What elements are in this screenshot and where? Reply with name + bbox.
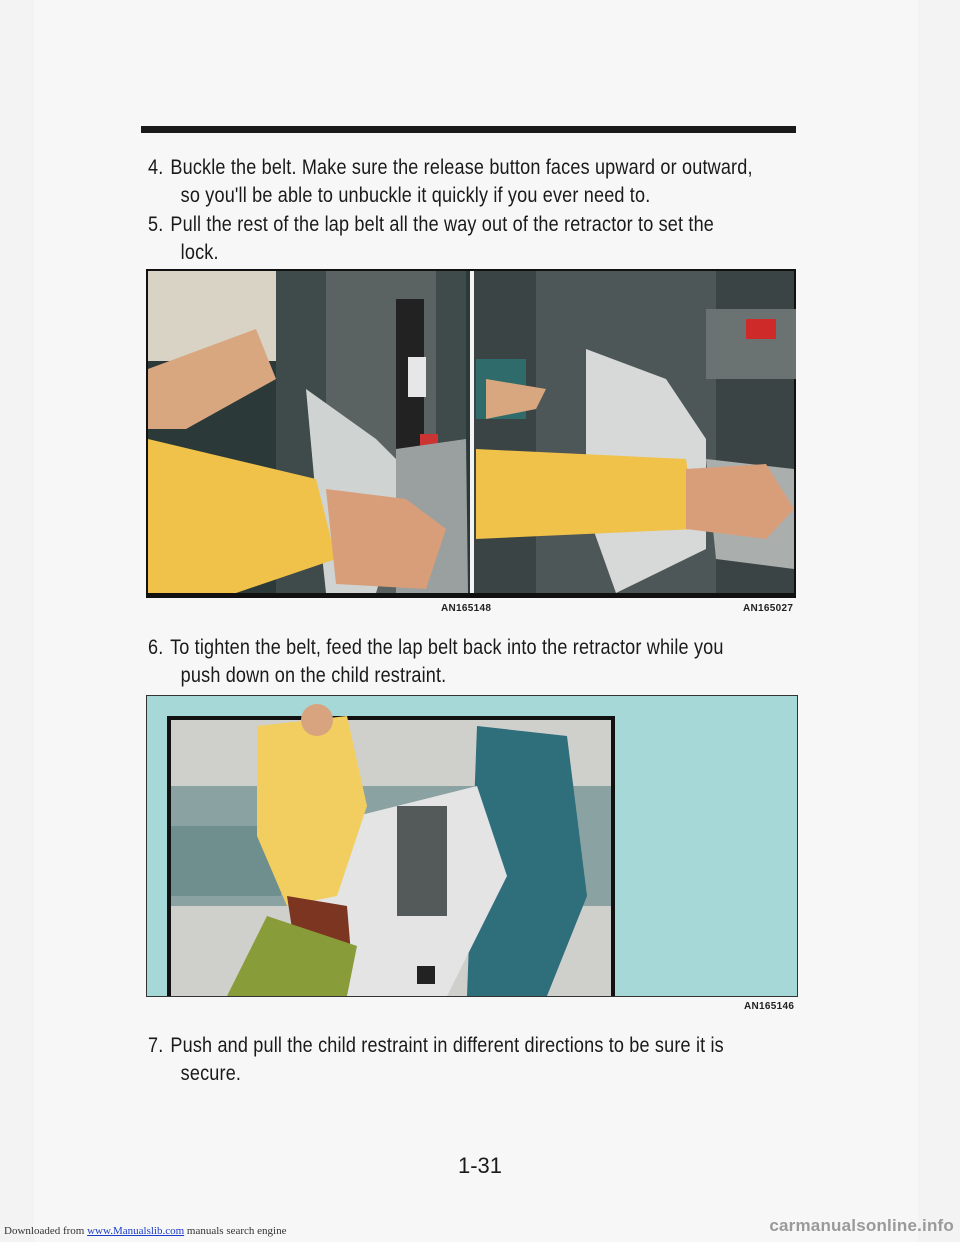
footer-suffix: manuals search engine: [186, 1225, 287, 1237]
figure-caption-left: AN165148: [441, 603, 492, 614]
illustration-tighten-belt: [146, 695, 798, 997]
step-text: lock.: [180, 241, 219, 264]
step-number: 4.: [148, 156, 164, 179]
step-number: 5.: [148, 213, 164, 236]
step-text: secure.: [180, 1062, 242, 1085]
illustration-buckle-and-pull: [146, 269, 796, 598]
watermark: carmanualsonline.info: [769, 1216, 954, 1235]
manualslib-link[interactable]: www.Manualslib.com: [87, 1225, 185, 1237]
step-text: To tighten the belt, feed the lap belt back into the retractor while you: [170, 636, 724, 659]
download-footer: [4, 1225, 286, 1237]
footer-prefix: Downloaded from: [4, 1225, 85, 1237]
step-text: so you'll be able to unbuckle it quickly if you ever need to.: [180, 184, 651, 207]
step-6: [148, 634, 724, 690]
step-text: Push and pull the child restraint in different directions to be sure it is: [170, 1034, 724, 1057]
step-7: [148, 1032, 724, 1088]
tighten-illustration-graphic: [147, 696, 797, 996]
step-number: 6.: [148, 636, 164, 659]
step-4: [148, 154, 753, 210]
figure-caption-bottom: AN165146: [744, 1001, 795, 1012]
step-text: push down on the child restraint.: [180, 664, 447, 687]
page-number: 1-31: [457, 1153, 503, 1178]
step-text: Pull the rest of the lap belt all the way out of the retractor to set the: [170, 213, 715, 236]
figure-caption-right: AN165027: [743, 603, 794, 614]
step-number: 7.: [148, 1034, 164, 1057]
section-rule: [141, 126, 796, 133]
step-text: Buckle the belt. Make sure the release button faces upward or outward,: [170, 156, 753, 179]
buckle-illustration-graphic: [146, 269, 796, 598]
step-5: [148, 211, 716, 267]
